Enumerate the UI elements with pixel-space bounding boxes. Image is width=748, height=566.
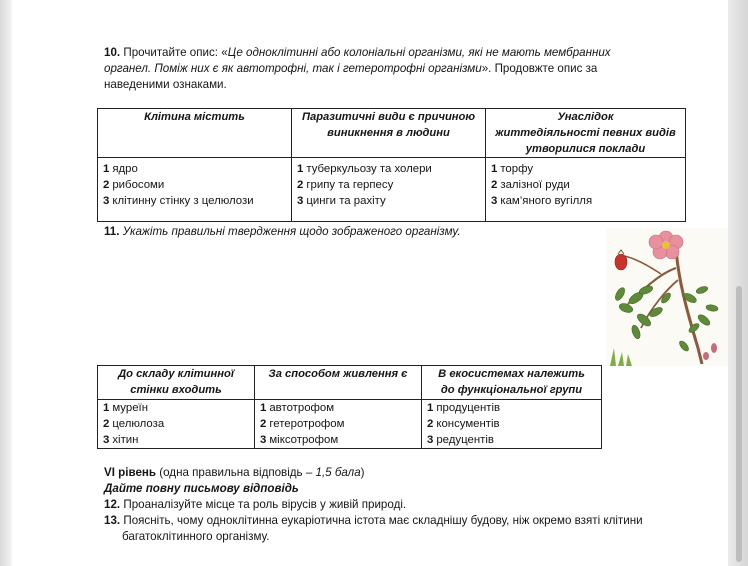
rose-plant-illustration (606, 228, 728, 366)
q12-line (104, 497, 406, 513)
table1-option: 2 рибосоми (103, 179, 165, 191)
table1-option: 1 торфу (491, 163, 534, 175)
q10-answer-table (97, 108, 686, 222)
table2-option: 2 целюлоза (103, 418, 165, 430)
table1-option: 1 ядро (103, 163, 138, 175)
table1-header-2-line1: Паразитичні види є причиною (301, 111, 476, 123)
table2-header-1-line1: До складу клітинної (118, 368, 234, 380)
q13-line1 (104, 513, 643, 529)
table2-header-3-line2: до функціональної групи (440, 384, 583, 396)
left-page-shadow (0, 0, 12, 566)
table1-option: 3 кам’яного вугілля (491, 195, 593, 207)
q11-line (104, 224, 461, 240)
table1-header-3-line2: життедіяльності певних видів (495, 127, 676, 139)
table1-header-3-line3: утворилися поклади (525, 143, 646, 155)
table1-option: 1 туберкульозу та холери (297, 163, 432, 175)
table2-option: 2 консументів (427, 418, 500, 430)
table1-header-1: Клітина містить (144, 111, 245, 123)
flower-center (662, 241, 670, 249)
level-note-open: (одна правильна відповідь – (156, 466, 316, 479)
table1-header-cell-parasites (292, 109, 486, 158)
table1-column-1 (98, 158, 292, 222)
table2-header-cell-cell-wall (98, 366, 255, 400)
level-title: VI рівень (104, 466, 157, 479)
table1-header-2-line2: виникнення в людини (327, 127, 450, 139)
table2-option: 1 автотрофом (260, 402, 335, 414)
q10-quote-line2: органел. Поміж них є як автотрофні, так і гетеротрофні організми (104, 62, 482, 75)
q11-answer-table (97, 365, 602, 449)
table1-option: 2 грипу та герпесу (297, 179, 394, 191)
table1-column-2 (292, 158, 486, 222)
q10-tail: ». Продовжте опис за (481, 62, 598, 75)
q10-number: 10. (104, 46, 121, 59)
level-note-close: ) (360, 466, 365, 479)
table1-option: 2 залізної руди (491, 179, 570, 191)
table2-option: 3 хітин (103, 434, 139, 446)
table2-column-2 (255, 400, 422, 449)
table1-header-3-line1: Унаслідок (557, 111, 614, 123)
level-heading (104, 465, 365, 481)
rose-flower (649, 231, 683, 259)
table2-column-1 (98, 400, 255, 449)
q12-text: Проаналізуйте місце та роль вірусів у живій природі. (123, 498, 407, 511)
q10-quote-line1: Це одноклітинні або колоніальні організми, які не мають мембранних (227, 46, 611, 59)
table2-header-cell-ecosystem (422, 366, 602, 400)
q12-number: 12. (104, 498, 121, 511)
table1-option: 3 цинги та рахіту (297, 195, 386, 207)
table2-header-1-line2: стінки входить (130, 384, 222, 396)
q13-text-line2: багатоклітинного організму. (122, 530, 270, 543)
q11-text: Укажіть правильні твердження щодо зображеного організму. (122, 225, 461, 238)
table1-header-cell-deposits (486, 109, 686, 158)
table2-header-cell-nutrition (255, 366, 422, 400)
table2-header-3-line1: В екосистемах належить (438, 368, 585, 380)
q10-line1 (104, 45, 611, 61)
table1-column-3 (486, 158, 686, 222)
q13-text-line1: Поясніть, чому одноклітинна еукаріотична істота має складнішу будову, ніж окремо взяті клітини (123, 514, 643, 527)
table2-option: 1 муреїн (103, 402, 148, 414)
scrollbar[interactable] (736, 286, 742, 562)
table1-header-cell-content (98, 109, 292, 158)
table2-option: 1 продуцентів (427, 402, 501, 414)
table2-column-3 (422, 400, 602, 449)
q10-line2 (104, 61, 597, 77)
level-points: 1,5 бала (315, 466, 361, 479)
table2-option: 2 гетеротрофом (260, 418, 345, 430)
table1-option: 3 клітинну стінку з целюлози (103, 195, 254, 207)
table2-option: 3 редуцентів (427, 434, 494, 446)
q13-number: 13. (104, 514, 121, 527)
q10-lead: Прочитайте опис: « (123, 46, 228, 59)
table2-header-2: За способом живлення є (268, 368, 408, 380)
q10-line3: наведеними ознаками. (104, 78, 227, 91)
table2-option: 3 міксотрофом (260, 434, 339, 446)
q11-number: 11. (104, 225, 120, 238)
level-instruction: Дайте повну письмову відповідь (104, 482, 299, 495)
